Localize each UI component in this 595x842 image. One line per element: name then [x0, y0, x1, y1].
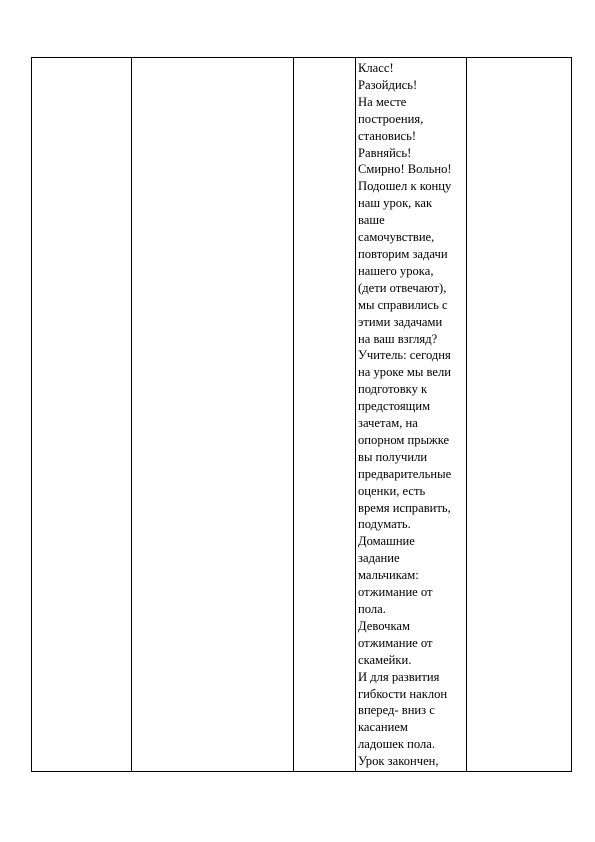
text-line: отжимание от	[358, 585, 433, 600]
text-line: предстоящим	[358, 399, 431, 414]
text-line: Подошел к концу	[358, 179, 452, 194]
text-line: нашего урока,	[358, 263, 434, 278]
text-line: этими задачами	[358, 314, 443, 329]
text-line: На месте	[358, 94, 407, 109]
text-line: Класс!	[358, 61, 394, 75]
text-line: зачетам, на	[358, 416, 418, 431]
text-line: Девочкам	[358, 618, 410, 633]
table-cell-column-5	[467, 58, 572, 772]
text-line: вы получили	[358, 449, 428, 464]
text-line: на уроке мы вели	[358, 365, 451, 380]
text-line: ладошек пола.	[358, 737, 436, 752]
text-line: скамейки.	[358, 652, 412, 667]
text-line: мальчикам:	[358, 568, 419, 583]
text-line: подготовку к	[358, 382, 428, 397]
text-line: Равняйсь!	[358, 145, 412, 160]
text-line: оценки, есть	[358, 483, 426, 498]
text-line: наш урок, как	[358, 196, 433, 211]
text-line: подумать.	[358, 517, 411, 532]
text-line: ваше	[358, 213, 385, 228]
text-line: гибкости наклон	[358, 686, 448, 701]
text-line: повторим задачи	[358, 246, 448, 261]
text-line: Смирно! Вольно!	[358, 162, 452, 177]
text-line: вперед- вниз с	[358, 703, 435, 718]
table-cell-teacher-speech	[356, 58, 467, 772]
text-line: Урок закончен,	[358, 754, 439, 769]
text-line: Учитель: сегодня	[358, 348, 451, 363]
text-line: пола.	[358, 602, 386, 616]
teacher-speech-text	[356, 58, 466, 770]
text-line: Разойдись!	[358, 77, 418, 92]
text-line: становись!	[358, 128, 417, 143]
table-cell-column-3	[294, 58, 356, 772]
text-line: самочувствие,	[358, 230, 435, 245]
text-line: предварительные	[358, 466, 452, 481]
table-cell-column-2	[132, 58, 294, 772]
table-cell-column-1	[32, 58, 132, 772]
text-line: И для развития	[358, 669, 440, 684]
table-row	[32, 58, 572, 772]
text-line: Домашние	[358, 534, 415, 549]
text-line: построения,	[358, 111, 424, 126]
text-line: время исправить,	[358, 500, 451, 515]
text-line: опорном прыжке	[358, 432, 450, 447]
text-line: задание	[358, 551, 400, 566]
text-line: касанием	[358, 720, 408, 735]
text-line: на ваш взгляд?	[358, 331, 438, 346]
lesson-plan-table	[31, 57, 572, 772]
text-line: мы справились с	[358, 297, 448, 312]
text-line: отжимание от	[358, 635, 433, 650]
text-line: (дети отвечают),	[358, 280, 447, 295]
